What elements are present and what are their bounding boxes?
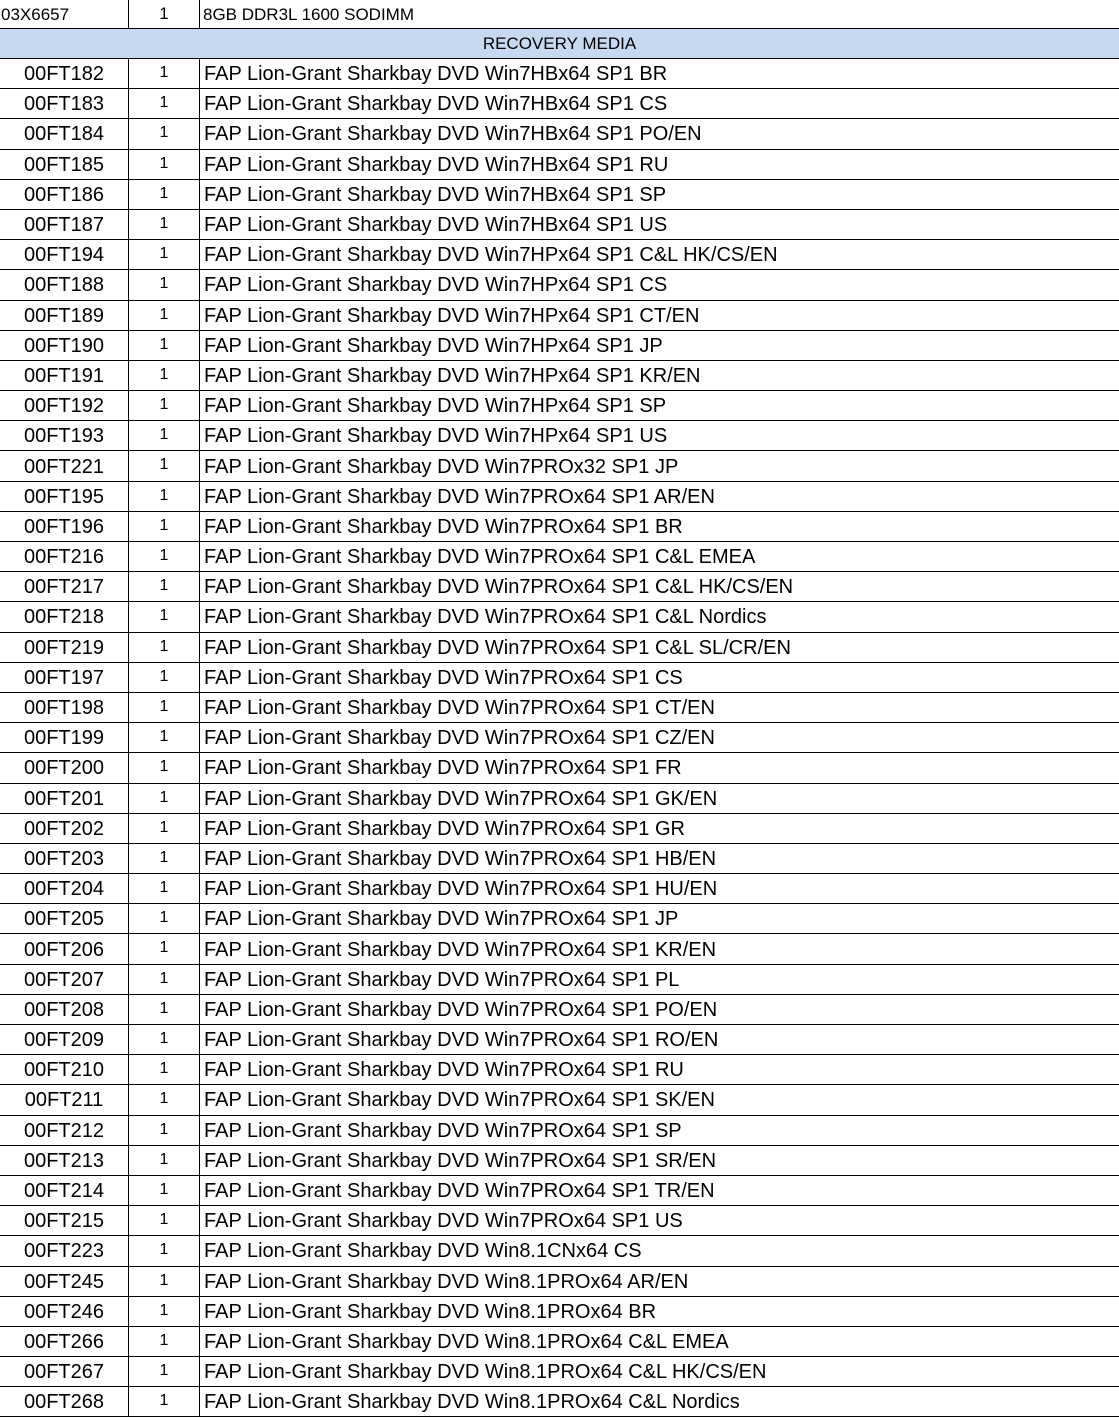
part-number-cell: 03X6657 [0, 0, 129, 28]
description-cell: FAP Lion-Grant Sharkbay DVD Win7PROx64 SP1 PO/EN [204, 998, 718, 1021]
quantity-cell: 1 [129, 240, 200, 269]
description-cell: FAP Lion-Grant Sharkbay DVD Win7HPx64 SP1 CS [204, 274, 668, 297]
part-number-cell: 00FT212 [0, 1116, 129, 1145]
part-number-cell: 00FT204 [0, 874, 129, 903]
part-number-cell: 00FT202 [0, 814, 129, 843]
quantity-cell: 1 [129, 542, 200, 571]
table-row [0, 572, 1119, 602]
description-cell: FAP Lion-Grant Sharkbay DVD Win7PROx64 SP1 RU [204, 1059, 684, 1082]
quantity-cell: 1 [129, 1297, 200, 1326]
part-number-cell: 00FT246 [0, 1297, 129, 1326]
quantity-cell: 1 [129, 391, 200, 420]
part-number-cell: 00FT219 [0, 633, 129, 662]
description-cell: FAP Lion-Grant Sharkbay DVD Win8.1PROx64 C&L HK/CS/EN [204, 1361, 767, 1384]
quantity-cell: 1 [129, 844, 200, 873]
quantity-cell: 1 [129, 995, 200, 1024]
quantity-cell: 1 [129, 180, 200, 209]
table-row [0, 1206, 1119, 1236]
description-cell: FAP Lion-Grant Sharkbay DVD Win7HBx64 SP1 PO/EN [204, 123, 702, 146]
description-cell: FAP Lion-Grant Sharkbay DVD Win7PROx64 SP1 HB/EN [204, 847, 717, 870]
description-cell: FAP Lion-Grant Sharkbay DVD Win7PROx64 SP1 SP [204, 1119, 682, 1142]
description-cell: FAP Lion-Grant Sharkbay DVD Win7PROx64 SP1 RO/EN [204, 1029, 719, 1052]
description-cell: FAP Lion-Grant Sharkbay DVD Win7PROx64 SP1 C&L EMEA [204, 546, 756, 569]
quantity-cell: 1 [129, 1387, 200, 1416]
table-row [0, 119, 1119, 149]
table-row [0, 1267, 1119, 1297]
description-cell: FAP Lion-Grant Sharkbay DVD Win7PROx64 SP1 GR [204, 817, 685, 840]
part-number-cell: 00FT266 [0, 1327, 129, 1356]
part-number-cell: 00FT211 [0, 1085, 129, 1114]
part-number-cell: 00FT223 [0, 1236, 129, 1265]
quantity-cell: 1 [129, 784, 200, 813]
part-number-cell: 00FT198 [0, 693, 129, 722]
part-number-cell: 00FT216 [0, 542, 129, 571]
description-cell: FAP Lion-Grant Sharkbay DVD Win7PROx64 SP1 SR/EN [204, 1149, 717, 1172]
quantity-cell: 1 [129, 512, 200, 541]
description-cell: FAP Lion-Grant Sharkbay DVD Win7HBx64 SP1 US [204, 214, 668, 237]
description-cell: FAP Lion-Grant Sharkbay DVD Win7HPx64 SP1 CT/EN [204, 304, 700, 327]
description-cell: FAP Lion-Grant Sharkbay DVD Win7HPx64 SP1 KR/EN [204, 364, 701, 387]
part-number-cell: 00FT199 [0, 723, 129, 752]
recovery-media-table [0, 59, 1119, 1417]
description-cell: FAP Lion-Grant Sharkbay DVD Win7HBx64 SP1 BR [204, 63, 668, 86]
table-row [0, 663, 1119, 693]
table-row [0, 633, 1119, 663]
part-number-cell: 00FT203 [0, 844, 129, 873]
description-cell: 8GB DDR3L 1600 SODIMM [203, 5, 414, 24]
part-number-cell: 00FT208 [0, 995, 129, 1024]
quantity-cell: 1 [129, 421, 200, 450]
description-cell: FAP Lion-Grant Sharkbay DVD Win7HBx64 SP1 SP [204, 183, 667, 206]
part-number-cell: 00FT185 [0, 150, 129, 179]
quantity-cell: 1 [129, 270, 200, 299]
table-row [0, 512, 1119, 542]
table-row [0, 1116, 1119, 1146]
table-row [0, 1176, 1119, 1206]
table-row [0, 1055, 1119, 1085]
description-cell: FAP Lion-Grant Sharkbay DVD Win7HPx64 SP1 C&L HK/CS/EN [204, 244, 778, 267]
table-row [0, 1297, 1119, 1327]
part-number-cell: 00FT205 [0, 904, 129, 933]
description-cell: FAP Lion-Grant Sharkbay DVD Win8.1PROx64 C&L EMEA [204, 1330, 729, 1353]
part-number-cell: 00FT191 [0, 361, 129, 390]
description-cell: FAP Lion-Grant Sharkbay DVD Win7PROx64 SP1 C&L HK/CS/EN [204, 576, 794, 599]
part-number-cell: 00FT209 [0, 1025, 129, 1054]
quantity-cell: 1 [129, 1206, 200, 1235]
quantity-cell: 1 [129, 0, 200, 28]
table-row [0, 602, 1119, 632]
quantity-cell: 1 [129, 89, 200, 118]
table-row [0, 361, 1119, 391]
part-number-cell: 00FT214 [0, 1176, 129, 1205]
part-number-cell: 00FT189 [0, 301, 129, 330]
description-cell: FAP Lion-Grant Sharkbay DVD Win7HBx64 SP1 RU [204, 153, 669, 176]
description-cell: FAP Lion-Grant Sharkbay DVD Win7PROx32 SP1 JP [204, 455, 679, 478]
table-row [0, 1327, 1119, 1357]
quantity-cell: 1 [129, 1146, 200, 1175]
description-cell: FAP Lion-Grant Sharkbay DVD Win7PROx64 SP1 CZ/EN [204, 727, 715, 750]
quantity-cell: 1 [129, 331, 200, 360]
quantity-cell: 1 [129, 663, 200, 692]
description-cell: FAP Lion-Grant Sharkbay DVD Win7PROx64 SP1 GK/EN [204, 787, 718, 810]
table-row-memory [0, 0, 1119, 29]
part-number-cell: 00FT192 [0, 391, 129, 420]
description-cell: FAP Lion-Grant Sharkbay DVD Win7PROx64 SP1 TR/EN [204, 1180, 715, 1203]
quantity-cell: 1 [129, 904, 200, 933]
table-row [0, 59, 1119, 89]
table-row [0, 1357, 1119, 1387]
part-number-cell: 00FT221 [0, 451, 129, 480]
table-row [0, 784, 1119, 814]
part-number-cell: 00FT186 [0, 180, 129, 209]
description-cell: FAP Lion-Grant Sharkbay DVD Win7PROx64 SP1 FR [204, 757, 682, 780]
part-number-cell: 00FT200 [0, 753, 129, 782]
description-cell: FAP Lion-Grant Sharkbay DVD Win7PROx64 SP1 PL [204, 968, 680, 991]
part-number-cell: 00FT267 [0, 1357, 129, 1386]
quantity-cell: 1 [129, 451, 200, 480]
quantity-cell: 1 [129, 1236, 200, 1265]
part-number-cell: 00FT268 [0, 1387, 129, 1416]
quantity-cell: 1 [129, 934, 200, 963]
part-number-cell: 00FT197 [0, 663, 129, 692]
part-number-cell: 00FT207 [0, 965, 129, 994]
quantity-cell: 1 [129, 814, 200, 843]
quantity-cell: 1 [129, 965, 200, 994]
description-cell: FAP Lion-Grant Sharkbay DVD Win7PROx64 SP1 C&L SL/CR/EN [204, 636, 791, 659]
table-row [0, 1236, 1119, 1266]
description-cell: FAP Lion-Grant Sharkbay DVD Win8.1PROx64 BR [204, 1300, 657, 1323]
part-number-cell: 00FT206 [0, 934, 129, 963]
table-row [0, 844, 1119, 874]
table-row [0, 240, 1119, 270]
table-row [0, 1146, 1119, 1176]
description-cell: FAP Lion-Grant Sharkbay DVD Win7PROx64 SP1 BR [204, 515, 683, 538]
part-number-cell: 00FT183 [0, 89, 129, 118]
quantity-cell: 1 [129, 1025, 200, 1054]
table-row [0, 965, 1119, 995]
part-number-cell: 00FT182 [0, 59, 129, 88]
table-row [0, 180, 1119, 210]
quantity-cell: 1 [129, 150, 200, 179]
quantity-cell: 1 [129, 874, 200, 903]
table-row [0, 391, 1119, 421]
description-cell: FAP Lion-Grant Sharkbay DVD Win7PROx64 SP1 KR/EN [204, 938, 717, 961]
quantity-cell: 1 [129, 723, 200, 752]
table-row [0, 753, 1119, 783]
part-number-cell: 00FT188 [0, 270, 129, 299]
table-row [0, 89, 1119, 119]
table-row [0, 451, 1119, 481]
part-number-cell: 00FT210 [0, 1055, 129, 1084]
description-cell: FAP Lion-Grant Sharkbay DVD Win7PROx64 SP1 CT/EN [204, 697, 715, 720]
section-header-recovery-media: RECOVERY MEDIA [0, 29, 1119, 59]
quantity-cell: 1 [129, 1176, 200, 1205]
table-row [0, 301, 1119, 331]
table-row [0, 331, 1119, 361]
quantity-cell: 1 [129, 572, 200, 601]
description-cell: FAP Lion-Grant Sharkbay DVD Win8.1PROx64 AR/EN [204, 1270, 689, 1293]
part-number-cell: 00FT213 [0, 1146, 129, 1175]
part-number-cell: 00FT196 [0, 512, 129, 541]
quantity-cell: 1 [129, 119, 200, 148]
table-row [0, 934, 1119, 964]
description-cell: FAP Lion-Grant Sharkbay DVD Win7PROx64 SP1 US [204, 1210, 683, 1233]
table-row [0, 210, 1119, 240]
table-row [0, 270, 1119, 300]
table-row [0, 995, 1119, 1025]
part-number-cell: 00FT215 [0, 1206, 129, 1235]
description-cell: FAP Lion-Grant Sharkbay DVD Win7PROx64 SP1 JP [204, 908, 679, 931]
part-number-cell: 00FT190 [0, 331, 129, 360]
part-number-cell: 00FT245 [0, 1267, 129, 1296]
quantity-cell: 1 [129, 753, 200, 782]
part-number-cell: 00FT217 [0, 572, 129, 601]
table-row [0, 693, 1119, 723]
quantity-cell: 1 [129, 361, 200, 390]
description-cell: FAP Lion-Grant Sharkbay DVD Win8.1CNx64 CS [204, 1240, 642, 1263]
table-row [0, 1387, 1119, 1417]
quantity-cell: 1 [129, 482, 200, 511]
quantity-cell: 1 [129, 59, 200, 88]
table-row [0, 150, 1119, 180]
quantity-cell: 1 [129, 602, 200, 631]
table-row [0, 1085, 1119, 1115]
part-number-cell: 00FT184 [0, 119, 129, 148]
quantity-cell: 1 [129, 1055, 200, 1084]
table-row [0, 482, 1119, 512]
part-number-cell: 00FT193 [0, 421, 129, 450]
description-cell: FAP Lion-Grant Sharkbay DVD Win7PROx64 SP1 SK/EN [204, 1089, 715, 1112]
description-cell: FAP Lion-Grant Sharkbay DVD Win7HBx64 SP1 CS [204, 93, 668, 116]
table-row [0, 542, 1119, 572]
table-row [0, 904, 1119, 934]
quantity-cell: 1 [129, 1085, 200, 1114]
description-cell: FAP Lion-Grant Sharkbay DVD Win7HPx64 SP1 US [204, 425, 668, 448]
table-row [0, 1025, 1119, 1055]
description-cell: FAP Lion-Grant Sharkbay DVD Win7PROx64 SP1 AR/EN [204, 485, 715, 508]
description-cell: FAP Lion-Grant Sharkbay DVD Win7PROx64 SP1 C&L Nordics [204, 606, 767, 629]
description-cell: FAP Lion-Grant Sharkbay DVD Win7PROx64 SP1 CS [204, 666, 683, 689]
table-row [0, 874, 1119, 904]
part-number-cell: 00FT201 [0, 784, 129, 813]
quantity-cell: 1 [129, 693, 200, 722]
table-row [0, 421, 1119, 451]
part-number-cell: 00FT218 [0, 602, 129, 631]
quantity-cell: 1 [129, 633, 200, 662]
quantity-cell: 1 [129, 1327, 200, 1356]
quantity-cell: 1 [129, 1116, 200, 1145]
quantity-cell: 1 [129, 210, 200, 239]
quantity-cell: 1 [129, 1357, 200, 1386]
part-number-cell: 00FT194 [0, 240, 129, 269]
description-cell: FAP Lion-Grant Sharkbay DVD Win7HPx64 SP1 JP [204, 334, 663, 357]
part-number-cell: 00FT187 [0, 210, 129, 239]
quantity-cell: 1 [129, 301, 200, 330]
quantity-cell: 1 [129, 1267, 200, 1296]
description-cell: FAP Lion-Grant Sharkbay DVD Win7HPx64 SP1 SP [204, 395, 667, 418]
description-cell: FAP Lion-Grant Sharkbay DVD Win7PROx64 SP1 HU/EN [204, 878, 718, 901]
description-cell: FAP Lion-Grant Sharkbay DVD Win8.1PROx64 C&L Nordics [204, 1391, 740, 1414]
table-row [0, 814, 1119, 844]
table-row [0, 723, 1119, 753]
part-number-cell: 00FT195 [0, 482, 129, 511]
